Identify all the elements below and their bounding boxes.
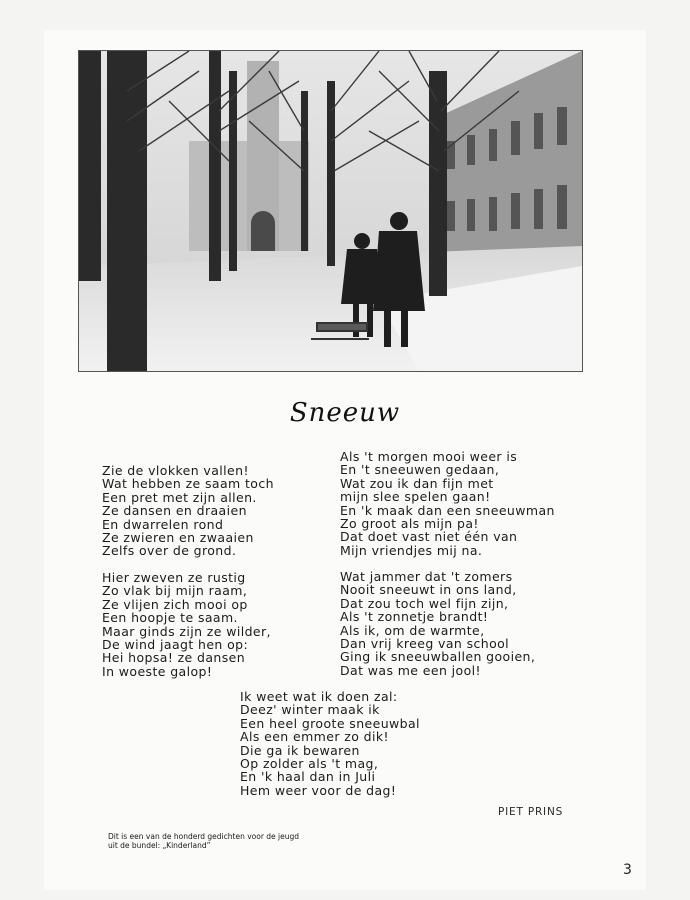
poem-line: Die ga ik bewaren — [240, 742, 360, 758]
poem-line: Hier zweven ze rustig — [102, 570, 246, 585]
poem-line: In woeste galop! — [102, 663, 213, 679]
poem-title: Sneeuw — [289, 398, 401, 428]
poem-line: En 'k haal dan in Juli — [240, 769, 376, 785]
poem-line: Zie de vlokken vallen! — [102, 463, 249, 478]
poem-line: Wat jammer dat 't zomers — [340, 569, 513, 584]
poem-line: De wind jaagt hen op: — [102, 637, 249, 653]
poem-line: Wat hebben ze saam toch — [102, 476, 274, 492]
poem-author: PIET PRINS — [498, 806, 564, 818]
poem-line: Nooit sneeuwt in ons land, — [340, 582, 517, 598]
poem-line: Dan vrij kreeg van school — [340, 636, 510, 652]
photo-illustration — [79, 51, 582, 371]
poem-line: Een hoopje te saam. — [102, 610, 238, 626]
poem-line: Ze dansen en draaien — [102, 503, 247, 519]
poem-line: Hem weer voor de dag! — [240, 782, 397, 798]
poem-line: Dat was me een jool! — [340, 662, 481, 678]
poem-line: Deez' winter maak ik — [240, 702, 380, 718]
poem-line: Als ik, om de warmte, — [340, 622, 485, 638]
poem-line: Ik weet wat ik doen zal: — [240, 689, 398, 704]
poem-line: Als 't zonnetje brandt! — [340, 609, 489, 625]
poem-line: En 'k maak dan een sneeuwman — [340, 502, 555, 518]
poem-line: Hei hopsa! ze dansen — [102, 650, 246, 666]
poem-line: Als 't morgen mooi weer is — [340, 449, 518, 464]
poem-stanza-3 — [340, 450, 555, 557]
source-footnote — [108, 832, 299, 850]
poem-line: En 't sneeuwen gedaan, — [340, 462, 500, 478]
poem-line: Ging ik sneeuwballen gooien, — [340, 649, 536, 665]
poem-line: Op zolder als 't mag, — [240, 756, 379, 772]
poem-line: Als een emmer zo dik! — [240, 729, 389, 745]
poem-line: Wat zou ik dan fijn met — [340, 475, 494, 491]
poem-line: mijn slee spelen gaan! — [340, 489, 491, 505]
poem-line: Een pret met zijn allen. — [102, 489, 257, 505]
poem-line: Ze zwieren en zwaaien — [102, 530, 254, 546]
poem-line: Zelfs over de grond. — [102, 543, 237, 559]
poem-line: Dat zou toch wel fijn zijn, — [340, 595, 509, 611]
page-number: 3 — [623, 862, 632, 878]
poem-stanza-1 — [102, 464, 274, 558]
poem-stanza-2 — [102, 571, 271, 678]
poem-line: Een heel groote sneeuwbal — [240, 715, 420, 731]
footnote-line-2: uit de bundel: „Kinderland” — [108, 841, 211, 850]
poem-line: Dat doet vast niet één van — [340, 529, 518, 545]
poem-line: Zo vlak bij mijn raam, — [102, 583, 248, 599]
footnote-line-1: Dit is een van de honderd gedichten voor de jeugd — [108, 832, 300, 841]
poem-stanza-5 — [240, 690, 420, 797]
poem-stanza-4 — [340, 570, 535, 677]
poem-line: Ze vlijen zich mooi op — [102, 596, 248, 612]
poem-line: Maar ginds zijn ze wilder, — [102, 623, 271, 639]
poem-line: Mijn vriendjes mij na. — [340, 542, 483, 558]
poem-line: Zo groot als mijn pa! — [340, 516, 479, 532]
winter-street-photo — [78, 50, 583, 372]
poem-line: En dwarrelen rond — [102, 516, 224, 532]
